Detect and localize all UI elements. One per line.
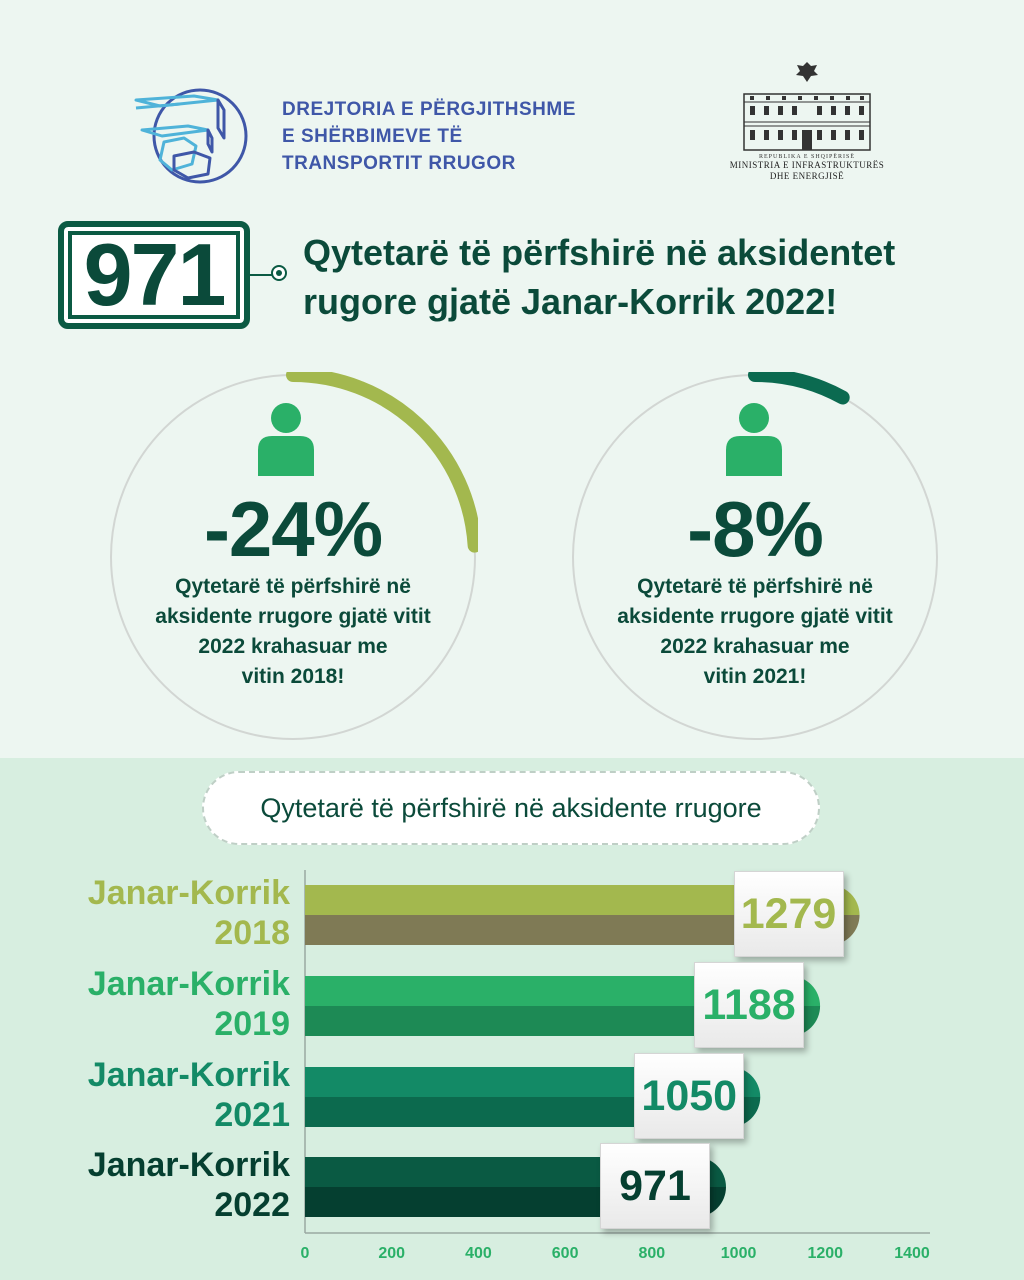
category-label-year: 2021 <box>214 1096 290 1134</box>
agency-name-line: DREJTORIA E PËRGJITHSHME <box>282 99 576 120</box>
stat-description <box>580 572 930 692</box>
category-label-period: Janar-Korrik <box>87 1146 290 1184</box>
percent-change: -24% <box>203 485 383 573</box>
x-tick-label: 1000 <box>720 1245 757 1262</box>
headline-number: 971 <box>83 225 225 324</box>
x-tick-label: 400 <box>465 1245 492 1262</box>
category-label-year: 2018 <box>214 914 290 952</box>
headline-bullet-icon <box>271 265 287 281</box>
category-label-period: Janar-Korrik <box>87 1056 290 1094</box>
stat-description-line: 2022 krahasuar me <box>198 635 388 658</box>
category-label-period: Janar-Korrik <box>87 874 290 912</box>
republic-label: REPUBLIKA E SHQIPËRISË <box>758 154 855 160</box>
bar-value-label: 1050 <box>634 1053 744 1139</box>
stat-description-line: Qytetarë të përfshirë në <box>175 575 411 598</box>
stat-description-line: aksidente rrugore gjatë vitit <box>155 605 431 628</box>
category-label <box>0 1055 290 1135</box>
chart-title: Qytetarë të përfshirë në aksidente rrugore <box>202 771 820 845</box>
x-tick-label: 800 <box>638 1245 666 1262</box>
stat-description-line: 2022 krahasuar me <box>660 635 850 658</box>
stat-description-line: vitin 2018! <box>241 665 345 688</box>
x-tick-label: 1400 <box>894 1245 930 1262</box>
stat-description-line: Qytetarë të përfshirë në <box>637 575 873 598</box>
headline-line: rugore gjatë Janar-Korrik 2022! <box>303 281 838 322</box>
category-label <box>0 964 290 1044</box>
x-tick-label: 0 <box>300 1245 310 1262</box>
headline-text <box>303 228 895 326</box>
category-label-year: 2022 <box>214 1186 290 1224</box>
category-label <box>0 1145 290 1225</box>
stat-description-line: aksidente rrugore gjatë vitit <box>617 605 893 628</box>
ministry-name: MINISTRIA E INFRASTRUKTURËS <box>729 160 885 170</box>
ministry-logo <box>712 60 902 182</box>
person-icon <box>722 402 786 476</box>
agency-name-line: E SHËRBIMEVE TË <box>282 126 463 147</box>
stat-card-2021 <box>570 372 940 742</box>
x-tick-label: 200 <box>378 1245 406 1262</box>
person-icon <box>254 402 318 476</box>
percent-change: -8% <box>687 485 823 573</box>
agency-logo-icon <box>134 86 252 186</box>
bar-value-label: 1279 <box>734 871 844 957</box>
category-label-period: Janar-Korrik <box>87 965 290 1003</box>
agency-name-line: TRANSPORTIT RRUGOR <box>282 153 516 174</box>
x-tick-label: 600 <box>551 1245 579 1262</box>
ministry-building-icon <box>742 60 872 152</box>
category-label-year: 2019 <box>214 1005 290 1043</box>
bar-value-label: 971 <box>600 1143 710 1229</box>
stat-card-2018 <box>108 372 478 742</box>
stat-description <box>118 572 468 692</box>
agency-name <box>282 96 576 177</box>
bar-value-label: 1188 <box>694 962 804 1048</box>
ministry-name: DHE ENERGJISË <box>769 171 845 181</box>
headline-line: Qytetarë të përfshirë në aksidentet <box>303 232 896 273</box>
stat-description-line: vitin 2021! <box>703 665 807 688</box>
headline-number-box <box>58 221 250 329</box>
x-tick-label: 1200 <box>807 1245 844 1262</box>
category-label <box>0 873 290 953</box>
